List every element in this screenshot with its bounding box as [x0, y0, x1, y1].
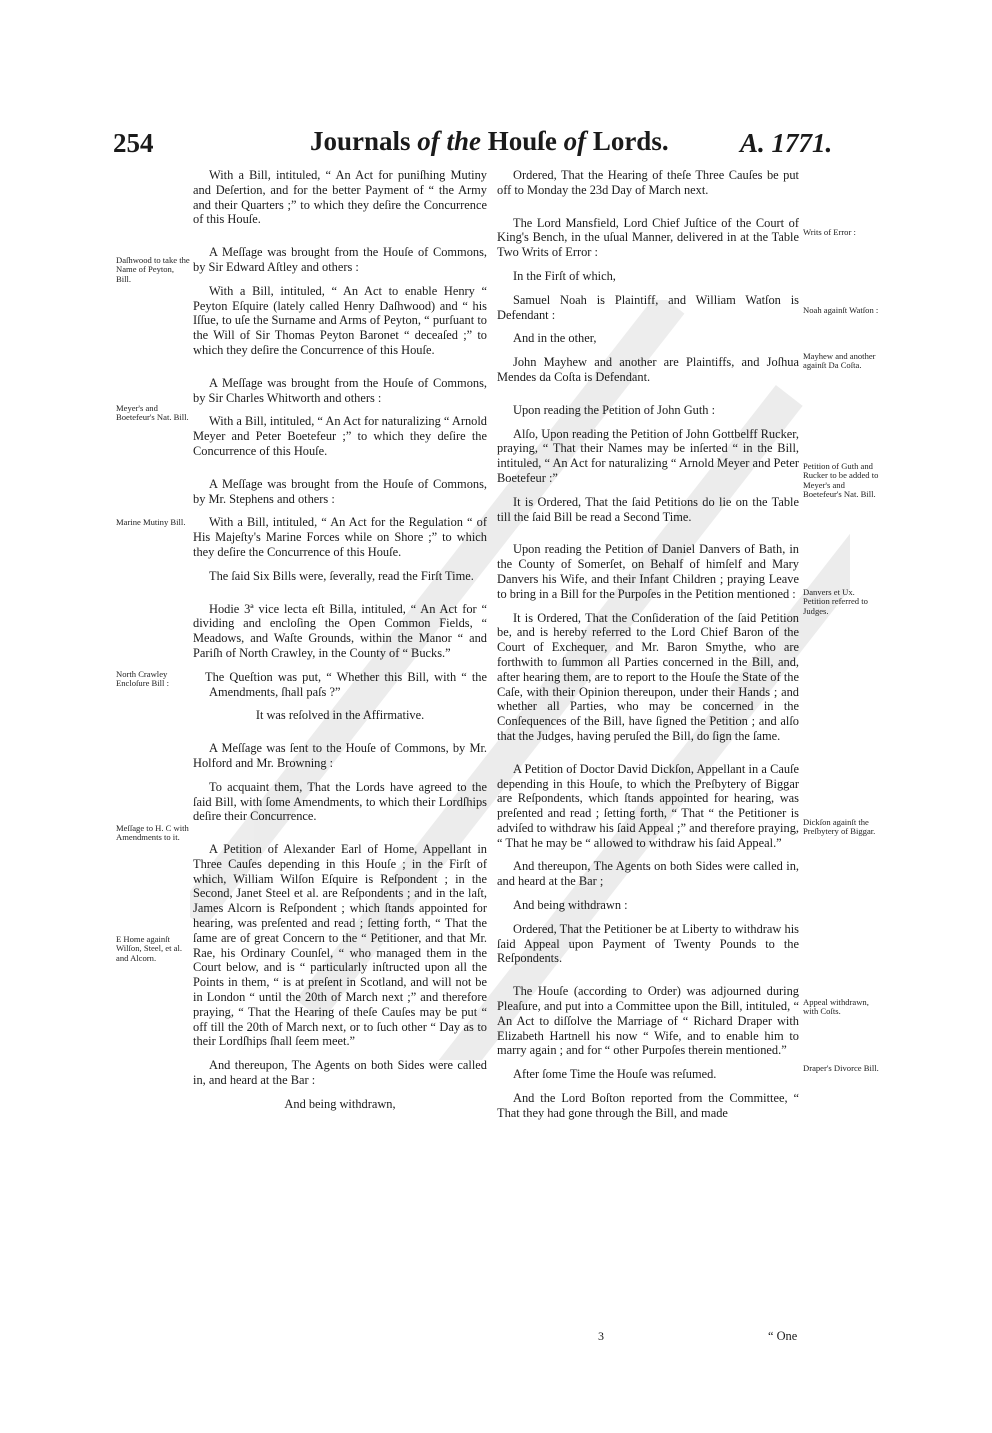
- paragraph: John Mayhew and another are Plaintiffs, and Joſhua Mendes da Coſta is Defendant.: [497, 355, 799, 384]
- paragraph: Hodie 3ª vice lecta eſt Billa, intituled, “ An Act for “ dividing and encloſing the Open Common Fields, “ Meadows, and Waſte Grounds, within the Manor “ and Pariſh of North Crawley, in the County of “ Bucks.”: [193, 601, 487, 660]
- margin-note: Appeal withdrawn, with Coſts.: [803, 997, 869, 1017]
- paragraph: Upon reading the Petition of Daniel Danvers of Bath, in the County of Somerſet, on Behalf of himſelf and Mary Danvers his Wife, and their Infant Children ; praying Leave to bring in a Bill for the Purpoſes in the Petition mentioned :: [497, 542, 799, 601]
- margin-note: Noah againſt Watſon :: [803, 305, 879, 315]
- margin-note: Writs of Error :: [803, 227, 856, 237]
- margin-note: Meſſage to H. C with Amendments to it.: [116, 823, 189, 843]
- margin-note: E Home againſt Wilſon, Steel, et al. and Alcorn.: [116, 934, 183, 963]
- paragraph: And thereupon, The Agents on both Sides were called in, and heard at the Bar ;: [497, 859, 799, 889]
- margin-note: North Crawley Encloſure Bill :: [116, 669, 169, 689]
- paragraph: And being withdrawn,: [284, 1096, 396, 1111]
- paragraph: It is Ordered, That the Conſideration of the ſaid Petition be, and is hereby referred to the Lord Chief Baron of the Court of Exchequer, and Mr. Baron Smythe, who are forthwith to ſummon all Parties concerned in the Bill, and, after hearing them, are to report to the Houſe the State of the Caſe, with their Opinion thereupon, under their Hands ; and whether all Parties, who may be concerned in the Conſequences of the Bill, have ſigned the Petition ; and alſo that the Judges, having peruſed the Bill, do ſign the ſame.: [497, 610, 799, 743]
- paragraph: With a Bill, intituled, “ An Act for puniſhing Mutiny and Deſertion, and for the better Payment of “ the Army and their Quarters ;” to which they deſire the Concurrence of this Houſe.: [193, 168, 487, 227]
- margin-note: Danvers et Ux. Petition referred to Judges.: [803, 587, 868, 616]
- paragraph: It is Ordered, That the ſaid Petitions do lie on the Table till the ſaid Bill be read a Second Time.: [497, 494, 799, 524]
- signature-mark: 3: [598, 1329, 604, 1343]
- paragraph: In the Firſt of which,: [513, 268, 616, 283]
- paragraph: With a Bill, intituled, “ An Act to enable Henry “ Peyton Eſquire (lately called Henry Daſhwood) and “ his Iſſue, to uſe the Surname and Arms of Peyton, “ purſuant to the Will of Sir Thomas Peyton Baronet “ deceaſed ;” to which they deſire the Concurrence of this Houſe.: [193, 283, 487, 357]
- margin-note: Mayhew and another againſt Da Coſta.: [803, 351, 876, 371]
- paragraph: A Meſſage was brought from the Houſe of Commons, by Sir Edward Aſtley and others :: [193, 245, 487, 274]
- paragraph: And in the other,: [513, 331, 597, 346]
- left-column: [193, 168, 487, 1121]
- paragraph: The Queſtion was put, “ Whether this Bill, with “ the Amendments, ſhall paſs ?”: [205, 669, 487, 699]
- paragraph: And the Lord Boſton reported from the Committee, “ That they had gone through the Bill, and made: [497, 1091, 799, 1120]
- paragraph: With a Bill, intituled, “ An Act for naturalizing “ Arnold Meyer and Peter Boetefeur ;” to which they deſire the Concurrence of this Houſe.: [193, 414, 487, 458]
- page-header: [0, 128, 992, 176]
- margin-note: Marine Mutiny Bill.: [116, 517, 186, 527]
- paragraph: With a Bill, intituled, “ An Act for the Regulation “ of His Majeſty's Marine Forces while on Shore ;” to which they deſire the Concurrence of this Houſe.: [193, 515, 487, 559]
- paragraph: Upon reading the Petition of John Guth :: [513, 402, 716, 417]
- paragraph: A Petition of Doctor David Dickſon, Appellant in a Cauſe depending in this Houſe, to which the Preſbytery of Biggar are Reſpondents, which ſtands appointed for hearing, was preſented and read ; ſetting forth, “ That “ the Petitioner is adviſed to withdraw his ſaid Appeal ;” and therefore praying, “ That he may be “ allowed to withdraw his ſaid Appeal.”: [497, 761, 799, 850]
- paragraph: The Lord Mansfield, Lord Chief Juſtice of the Court of King's Bench, in the uſual Manner, delivered in at the Table Two Writs of Error :: [497, 215, 799, 260]
- paragraph: And thereupon, The Agents on both Sides were called in, and heard at the Bar :: [193, 1058, 487, 1088]
- page-title: Journals of the Houſe of Lords.: [310, 126, 669, 156]
- paragraph: The Houſe (according to Order) was adjourned during Pleaſure, and put into a Committee upon the Bill, intituled, “ An Act to diſſolve the Marriage of “ Richard Draper with Elizabeth Hartnell his now “ Wife, and to enable him to marry again ; and for “ other Purpoſes therein mentioned.”: [497, 984, 799, 1058]
- paragraph: Ordered, That the Hearing of theſe Three Cauſes be put off to Monday the 23d Day of March next.: [497, 168, 799, 197]
- paragraph: Samuel Noah is Plaintiff, and William Watſon is Defendant :: [497, 292, 799, 322]
- paragraph: The ſaid Six Bills were, ſeverally, read the Firſt Time.: [209, 568, 474, 583]
- paragraph: It was reſolved in the Affirmative.: [255, 708, 425, 723]
- margin-note: Petition of Guth and Rucker to be added to Meyer's and Boetefeur's Nat. Bill.: [803, 461, 879, 500]
- right-column: [497, 168, 799, 1130]
- paragraph: To acquaint them, That the Lords have agreed to the ſaid Bill, with ſome Amendments, to which their Lordſhips deſire their Concurrence.: [193, 779, 487, 824]
- margin-note: Meyer's and Boetefeur's Nat. Bill.: [116, 403, 189, 423]
- paragraph: And being withdrawn :: [513, 898, 628, 913]
- paragraph: A Meſſage was brought from the Houſe of Commons, by Mr. Stephens and others :: [193, 476, 487, 506]
- catchword: “ One: [768, 1329, 798, 1343]
- paragraph: Ordered, That the Petitioner be at Liberty to withdraw his ſaid Appeal upon Payment of Twenty Pounds to the Reſpondents.: [497, 921, 799, 966]
- paragraph: Alſo, Upon reading the Petition of John Gottbelff Rucker, praying, “ That their Names may be inſerted “ in the Bill, intituled, “ An Act for naturalizing “ Arnold Meyer and Peter Boetefeur :”: [497, 426, 799, 485]
- paragraph: A Meſſage was ſent to the Houſe of Commons, by Mr. Holford and Mr. Browning :: [193, 741, 487, 770]
- margin-note: Dickſon againſt the Preſbytery of Biggar.: [803, 817, 876, 837]
- page-number: 254: [113, 128, 154, 158]
- paragraph: After ſome Time the Houſe was reſumed.: [513, 1067, 717, 1082]
- paragraph: A Meſſage was brought from the Houſe of Commons, by Sir Charles Whitworth and others :: [193, 375, 487, 405]
- paragraph: A Petition of Alexander Earl of Home, Appellant in Three Cauſes depending in this Houſe ; in the Firſt of which, William Wilſon Eſquire is Reſpondent ; in the Second, Janet Steel et al. are Reſpondents ; and in the laſt, James Alcorn is Reſpondent ; which ſtands appointed for hearing, was preſented and read ; ſetting forth, “ That the ſame are of great Concern to the “ Petitioner, and that Mr. Rae, his Ordinary Counſel, “ who managed them in the Court below, and is “ particularly inſtructed upon all the Points in them, “ is at preſent in Scotland, and will not be in London “ until the 20th of March next ;” and therefore praying, “ That the Hearing of theſe Cauſes may be put “ off till the 20th of March next, or to ſuch other “ Day as to their Lordſhips ſhall ſeem meet.”: [193, 842, 487, 1049]
- margin-note: Draper's Divorce Bill.: [803, 1063, 879, 1073]
- page-year: A. 1771.: [740, 128, 833, 158]
- margin-note: Daſhwood to take the Name of Peyton, Bill.: [116, 255, 190, 284]
